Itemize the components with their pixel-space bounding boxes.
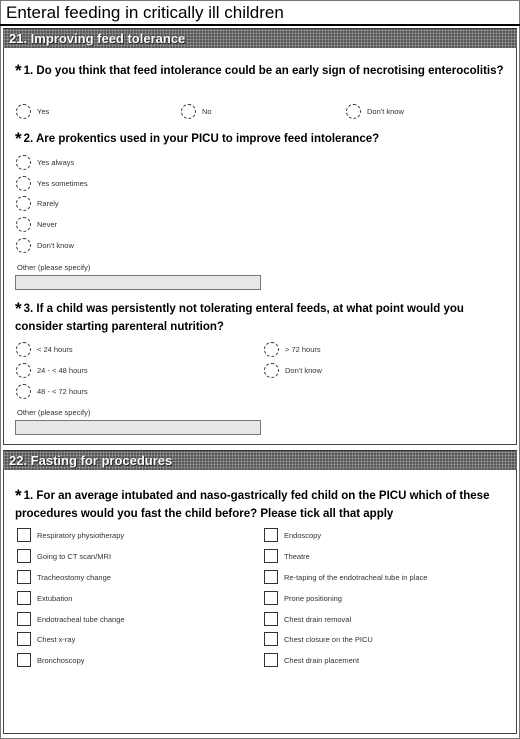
radio-button[interactable]: [16, 384, 31, 399]
option-label: < 24 hours: [37, 344, 73, 354]
required-marker: *: [15, 129, 22, 148]
checkbox-option-ct-mri[interactable]: [17, 547, 111, 565]
option-label: Prone positioning: [284, 593, 342, 603]
other-specify-input[interactable]: [15, 275, 261, 290]
checkbox-option-chest-drain-removal[interactable]: [264, 610, 351, 628]
radio-button[interactable]: [16, 196, 31, 211]
checkbox-option-extubation[interactable]: [17, 589, 72, 607]
radio-button[interactable]: [16, 104, 31, 119]
checkbox[interactable]: [17, 653, 31, 667]
question-text: 3. If a child was persistently not tolerating enteral feeds, at what point would you consider starting parenteral nutrition?: [15, 303, 464, 333]
radio-button[interactable]: [16, 217, 31, 232]
section-22-header: 22. Fasting for procedures: [3, 450, 517, 470]
radio-button[interactable]: [16, 363, 31, 378]
question-21-3: [15, 300, 505, 336]
question-22-1: [15, 487, 505, 523]
radio-option-rarely[interactable]: [16, 194, 59, 212]
question-21-1: [15, 62, 505, 80]
checkbox-option-chest-drain-placement[interactable]: [264, 651, 359, 669]
option-label: Never: [37, 219, 58, 229]
option-label: Bronchoscopy: [37, 655, 85, 665]
checkbox[interactable]: [17, 528, 31, 542]
question-text: 2. Are prokentics used in your PICU to improve feed intolerance?: [23, 133, 380, 145]
other-specify-label: Other (please specify): [17, 408, 91, 417]
radio-button[interactable]: [346, 104, 361, 119]
checkbox[interactable]: [264, 549, 278, 563]
radio-option-yes-sometimes[interactable]: [16, 174, 88, 192]
radio-button[interactable]: [264, 342, 279, 357]
radio-button[interactable]: [16, 342, 31, 357]
option-label: Tracheostomy change: [37, 572, 111, 582]
checkbox-option-respiratory-physiotherapy[interactable]: [17, 526, 124, 544]
option-label: 48 - < 72 hours: [37, 386, 88, 396]
checkbox[interactable]: [17, 549, 31, 563]
survey-title: Enteral feeding in critically ill children: [0, 0, 520, 26]
radio-option-dont-know[interactable]: [346, 102, 404, 120]
radio-button[interactable]: [264, 363, 279, 378]
checkbox[interactable]: [17, 570, 31, 584]
question-21-2: [15, 130, 505, 148]
radio-option-yes-always[interactable]: [16, 153, 74, 171]
checkbox[interactable]: [264, 632, 278, 646]
option-label: Going to CT scan/MRI: [37, 551, 112, 561]
checkbox-option-prone-positioning[interactable]: [264, 589, 342, 607]
checkbox[interactable]: [17, 591, 31, 605]
checkbox[interactable]: [264, 591, 278, 605]
option-label: 24 - < 48 hours: [37, 365, 88, 375]
checkbox-option-tracheostomy-change[interactable]: [17, 568, 111, 586]
checkbox-option-bronchoscopy[interactable]: [17, 651, 85, 669]
checkbox-option-re-taping-et-tube[interactable]: [264, 568, 427, 586]
checkbox-option-endoscopy[interactable]: [264, 526, 321, 544]
checkbox[interactable]: [17, 632, 31, 646]
option-label: Chest drain removal: [284, 614, 352, 624]
radio-option-yes[interactable]: [16, 102, 49, 120]
option-label: Endoscopy: [284, 530, 322, 540]
checkbox[interactable]: [17, 612, 31, 626]
radio-option-dont-know[interactable]: [16, 236, 74, 254]
option-label: Yes always: [37, 157, 75, 167]
checkbox-option-chest-closure[interactable]: [264, 630, 373, 648]
checkbox[interactable]: [264, 528, 278, 542]
other-specify-label: Other (please specify): [17, 263, 91, 272]
checkbox[interactable]: [264, 612, 278, 626]
radio-button[interactable]: [16, 155, 31, 170]
radio-option-over-72-hours[interactable]: [264, 340, 321, 358]
checkbox[interactable]: [264, 570, 278, 584]
option-label: Don't know: [37, 240, 74, 250]
option-label: Don't know: [367, 106, 404, 116]
option-label: Chest drain placement: [284, 655, 360, 665]
checkbox-option-theatre[interactable]: [264, 547, 310, 565]
option-label: Don't know: [285, 365, 322, 375]
question-text: 1. Do you think that feed intolerance could be an early sign of necrotising enterocolitis?: [23, 65, 504, 77]
radio-option-48-72-hours[interactable]: [16, 382, 88, 400]
radio-option-dont-know[interactable]: [264, 361, 322, 379]
radio-button[interactable]: [181, 104, 196, 119]
required-marker: *: [15, 486, 22, 505]
option-label: Re-taping of the endotracheal tube in place: [284, 572, 428, 582]
other-specify-input[interactable]: [15, 420, 261, 435]
option-label: Rarely: [37, 198, 59, 208]
checkbox[interactable]: [264, 653, 278, 667]
option-label: Theatre: [284, 551, 310, 561]
option-label: Respiratory physiotherapy: [37, 530, 125, 540]
checkbox-option-endotracheal-tube-change[interactable]: [17, 610, 125, 628]
required-marker: *: [15, 61, 22, 80]
option-label: Yes: [37, 106, 50, 116]
radio-option-under-24-hours[interactable]: [16, 340, 73, 358]
radio-option-never[interactable]: [16, 215, 57, 233]
option-label: Chest closure on the PICU: [284, 634, 373, 644]
radio-option-24-48-hours[interactable]: [16, 361, 88, 379]
question-text: 1. For an average intubated and naso-gastrically fed child on the PICU which of these procedures would you fast the child before? Please tick all that apply: [15, 490, 490, 520]
required-marker: *: [15, 299, 22, 318]
checkbox-option-chest-x-ray[interactable]: [17, 630, 75, 648]
radio-button[interactable]: [16, 176, 31, 191]
option-label: Chest x-ray: [37, 634, 76, 644]
radio-button[interactable]: [16, 238, 31, 253]
radio-option-no[interactable]: [181, 102, 212, 120]
option-label: Extubation: [37, 593, 73, 603]
option-label: Endotracheal tube change: [37, 614, 125, 624]
section-21-header: 21. Improving feed tolerance: [3, 28, 517, 48]
option-label: Yes sometimes: [37, 178, 88, 188]
option-label: > 72 hours: [285, 344, 321, 354]
option-label: No: [202, 106, 212, 116]
